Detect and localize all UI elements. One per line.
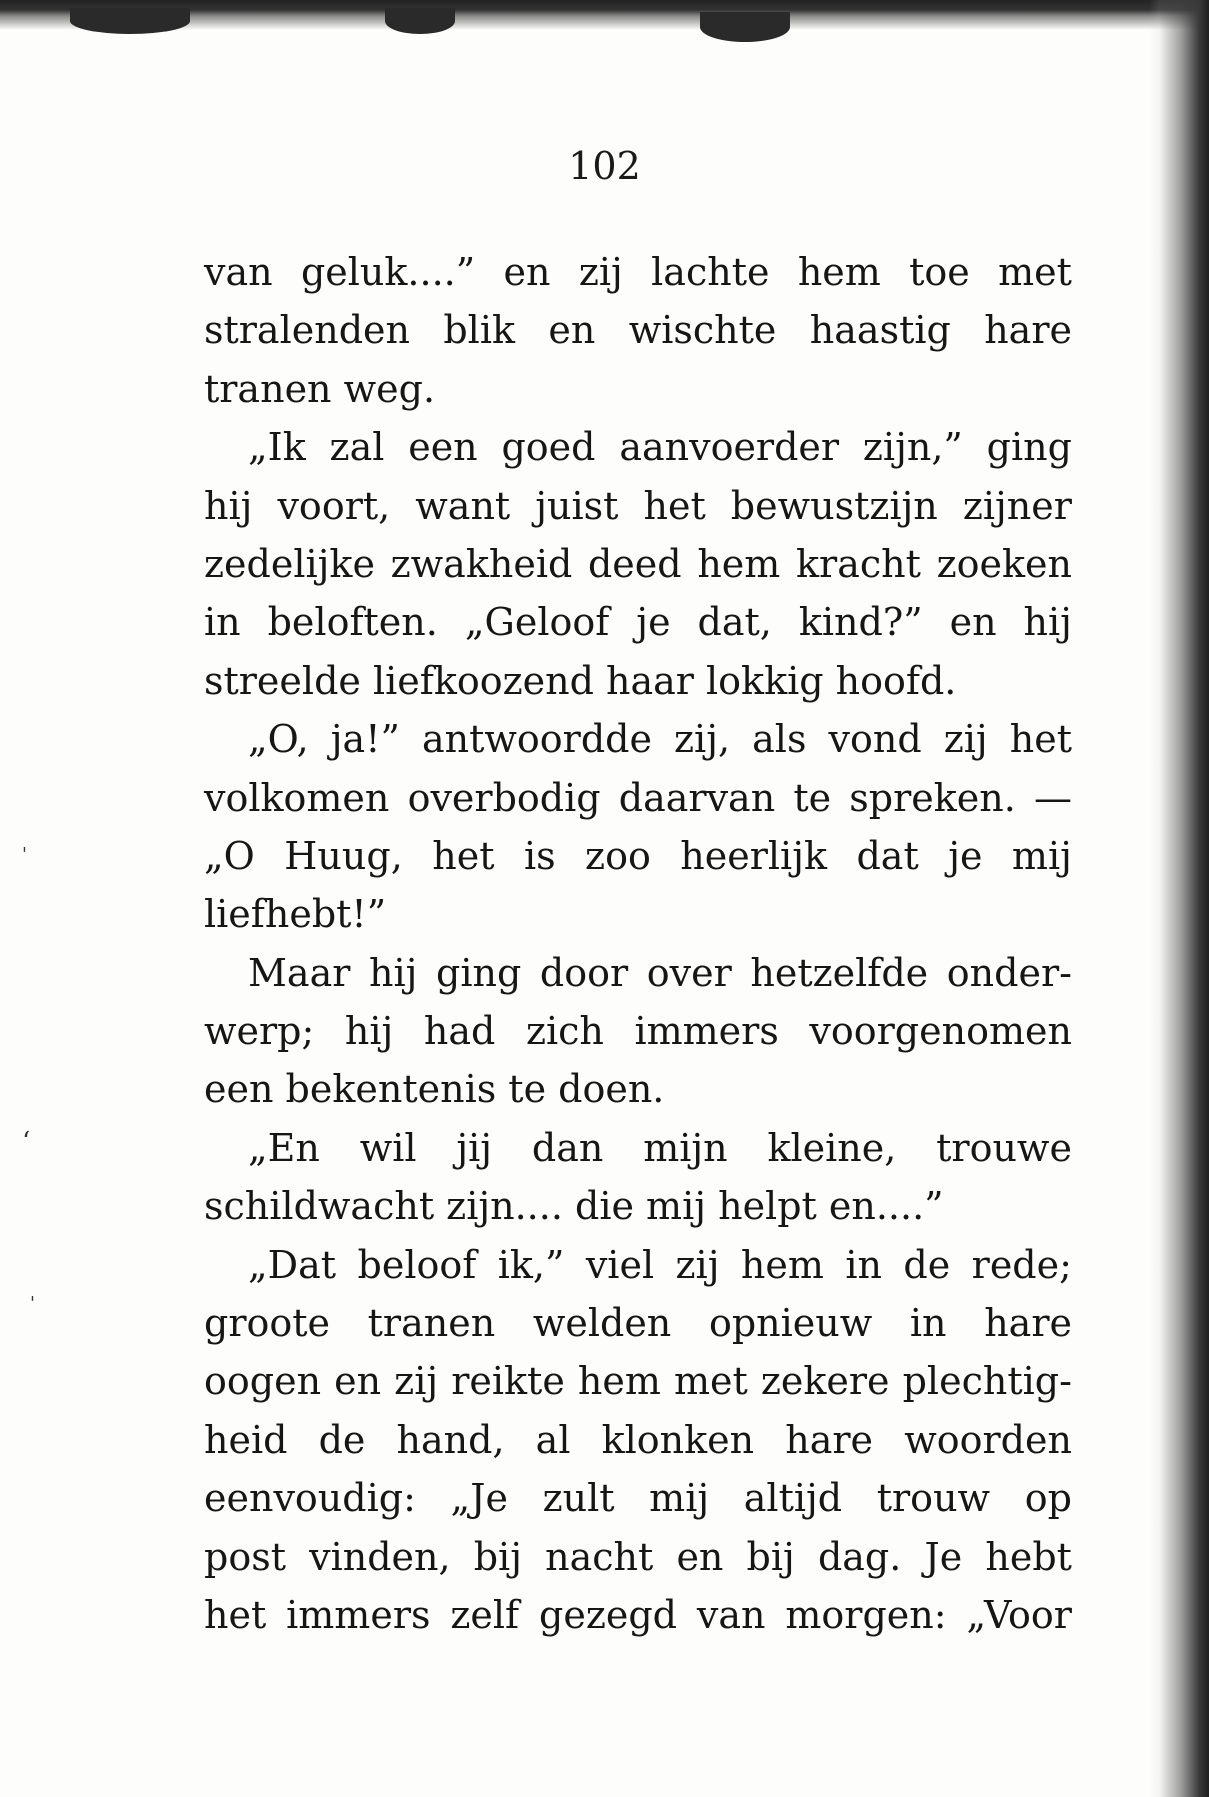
text-word: „O [204, 833, 255, 878]
text-word: dag. [817, 1534, 902, 1579]
text-word: met [673, 1359, 748, 1404]
text-word: het [643, 483, 706, 528]
text-line [204, 885, 1072, 943]
text-word: in [845, 1242, 882, 1287]
text-word: mijn [643, 1125, 728, 1170]
text-line [204, 827, 1072, 885]
margin-speck: ' [30, 1293, 35, 1314]
text-word: Je [924, 1534, 963, 1579]
text-word: ik,” [497, 1242, 565, 1287]
text-line [204, 652, 1072, 710]
text-line [204, 1294, 1072, 1352]
text-line [204, 1236, 1072, 1294]
text-word: kind?” [798, 600, 923, 645]
text-word: je [948, 833, 983, 878]
scan-blot [70, 8, 190, 34]
text-line [204, 1002, 1072, 1060]
text-word: en [548, 308, 596, 353]
text-word: werp; [204, 1009, 315, 1054]
text-word: hem [577, 1359, 661, 1404]
text-word: trouwe [936, 1125, 1072, 1170]
text-word: „Voor [966, 1592, 1072, 1637]
text-word: zijn,” [862, 425, 963, 470]
text-line [204, 710, 1072, 768]
text-word: zwakheid [390, 541, 573, 586]
text-word: dan [531, 1125, 604, 1170]
text-word: hare [984, 308, 1072, 353]
text-line [204, 1060, 1072, 1118]
text-word: gezegd [539, 1592, 677, 1637]
scan-blot [385, 8, 455, 34]
text-line [204, 477, 1072, 535]
text-word: juist [535, 483, 619, 528]
text-word: zal [329, 425, 385, 470]
text-word: hare [984, 1301, 1072, 1346]
text-word: immers [286, 1592, 431, 1637]
text-word: lachte [651, 250, 770, 294]
text-word: haastig [809, 308, 951, 353]
text-word: antwoordde [421, 717, 652, 762]
text-word: „Geloof [464, 600, 610, 645]
text-word: van [696, 1592, 766, 1637]
text-word: hij [1023, 600, 1072, 645]
text-word: zekere [760, 1359, 890, 1404]
text-word: en [334, 1359, 382, 1404]
text-word: „Je [450, 1476, 508, 1521]
text-word: kracht [796, 541, 921, 586]
text-word: dat [856, 833, 919, 878]
text-word: onder- [946, 950, 1072, 995]
text-line [204, 1177, 1072, 1235]
text-line-content: tranen weg. [204, 366, 436, 411]
text-line-content: een bekentenis te doen. [204, 1067, 665, 1112]
text-word: heid [204, 1417, 288, 1462]
text-word: hare [785, 1417, 874, 1462]
text-line [204, 769, 1072, 827]
text-word: had [423, 1009, 496, 1054]
text-word: hand, [396, 1417, 505, 1462]
text-word: Maar [248, 950, 351, 995]
text-word: zedelijke [204, 541, 375, 586]
text-word: voorgenomen [809, 1009, 1072, 1054]
text-word: en [503, 250, 551, 294]
text-word: vinden, [309, 1534, 451, 1579]
text-line [204, 1528, 1072, 1586]
text-word: bij [746, 1534, 795, 1579]
text-word: rede; [971, 1242, 1072, 1287]
text-word: zoeken [936, 541, 1072, 586]
text-word: post [204, 1534, 286, 1579]
text-word: — [1034, 775, 1072, 820]
text-word: daarvan [618, 775, 776, 820]
text-word: woorden [904, 1417, 1072, 1462]
text-word: wischte [628, 308, 777, 353]
text-word: van [204, 250, 273, 294]
text-line [204, 1119, 1072, 1177]
text-word: beloof [357, 1242, 477, 1287]
text-word: eenvoudig: [204, 1476, 416, 1521]
text-word: stralenden [204, 308, 410, 353]
text-word: „Ik [248, 425, 306, 470]
text-word: aanvoerder [619, 425, 840, 470]
text-word: kleine, [767, 1125, 897, 1170]
scan-blot [700, 12, 790, 42]
text-word: zult [542, 1476, 615, 1521]
text-line [204, 243, 1072, 301]
page-number: 102 [568, 144, 641, 188]
text-word: als [752, 717, 807, 762]
text-word: de [903, 1242, 951, 1287]
text-word: het [432, 833, 495, 878]
text-word: en [949, 600, 997, 645]
text-word: spreken. [849, 775, 1016, 820]
text-word: volkomen [204, 775, 390, 820]
text-word: ja!” [330, 717, 400, 762]
text-word: dat, [697, 600, 772, 645]
text-line [204, 418, 1072, 476]
text-word: in [909, 1301, 947, 1346]
text-word: „En [248, 1125, 320, 1170]
text-word: door [539, 950, 629, 995]
text-word: toe [909, 250, 970, 294]
text-word: Huug, [284, 833, 403, 878]
text-word: het [1009, 717, 1072, 762]
text-word: mij [1011, 833, 1072, 878]
text-word: bij [473, 1534, 522, 1579]
text-word: „Dat [248, 1242, 337, 1287]
text-line-content: schildwacht zijn.... die mij helpt en....” [204, 1184, 944, 1229]
text-word: opnieuw [708, 1301, 873, 1346]
text-word: groote [204, 1301, 331, 1346]
text-word: viel [585, 1242, 655, 1287]
scan-binding-shadow [1149, 0, 1209, 1797]
text-word: oogen [204, 1359, 322, 1404]
text-word: bewustzijn [730, 483, 938, 528]
text-word: al [535, 1417, 571, 1462]
margin-speck: ʻ [22, 1127, 31, 1157]
text-word: zij [675, 1242, 720, 1287]
text-word: tranen [367, 1301, 496, 1346]
text-word: je [636, 600, 671, 645]
text-line [204, 1411, 1072, 1469]
text-word: beloften. [267, 600, 438, 645]
text-line [204, 593, 1072, 651]
text-word: immers [634, 1009, 779, 1054]
text-word: nacht [545, 1534, 654, 1579]
text-word: jij [456, 1125, 493, 1170]
text-word: morgen: [785, 1592, 947, 1637]
text-line [204, 1586, 1072, 1644]
text-word: mij [649, 1476, 710, 1521]
text-word: goed [501, 425, 596, 470]
text-word: heerlijk [680, 833, 828, 878]
text-word: zij [394, 1359, 439, 1404]
text-word: hij [369, 950, 418, 995]
text-line-content: streelde liefkoozend haar lokkig hoofd. [204, 658, 957, 703]
text-word: hij [344, 1009, 394, 1054]
text-word: trouw [876, 1476, 991, 1521]
text-word: met [998, 250, 1072, 294]
text-line [204, 1352, 1072, 1410]
text-word: hem [697, 541, 781, 586]
text-word: welden [532, 1301, 672, 1346]
text-word: zoo [585, 833, 651, 878]
text-word: op [1024, 1476, 1072, 1521]
margin-speck: ' [22, 844, 27, 865]
text-word: wil [359, 1125, 417, 1170]
text-line [204, 301, 1072, 359]
text-word: altijd [743, 1476, 843, 1521]
text-word: en [676, 1534, 724, 1579]
text-word: voort, [277, 483, 391, 528]
text-word: hem [740, 1242, 824, 1287]
text-word: zij [578, 250, 623, 294]
text-word: te [793, 775, 832, 820]
text-word: een [408, 425, 478, 470]
text-word: geluk....” [300, 250, 476, 294]
text-word: zich [525, 1009, 604, 1054]
text-word: hetzelfde [750, 950, 929, 995]
text-word: hebt [985, 1534, 1072, 1579]
text-line-content: liefhebt!” [204, 892, 387, 937]
text-word: zijner [962, 483, 1072, 528]
text-word: over [646, 950, 732, 995]
text-word: hij [204, 483, 253, 528]
text-word: ging [986, 425, 1072, 470]
text-word: de [318, 1417, 366, 1462]
text-word: zij, [674, 717, 731, 762]
text-word: ging [436, 950, 522, 995]
text-word: zij [943, 717, 988, 762]
text-word: het [204, 1592, 267, 1637]
text-word: „O, [248, 717, 309, 762]
text-word: blik [443, 308, 516, 353]
text-word: want [415, 483, 511, 528]
text-word: is [523, 833, 556, 878]
text-word: zelf [450, 1592, 520, 1637]
text-word: plechtig- [902, 1359, 1072, 1404]
text-word: klonken [601, 1417, 755, 1462]
text-line [204, 1469, 1072, 1527]
text-line [204, 360, 1072, 418]
text-word: reikte [451, 1359, 565, 1404]
text-word: overbodig [407, 775, 601, 820]
text-word: in [204, 600, 241, 645]
text-line [204, 944, 1072, 1002]
body-text [204, 243, 1072, 1644]
text-word: deed [587, 541, 682, 586]
text-line [204, 535, 1072, 593]
text-word: vond [828, 717, 922, 762]
text-word: hem [797, 250, 881, 294]
